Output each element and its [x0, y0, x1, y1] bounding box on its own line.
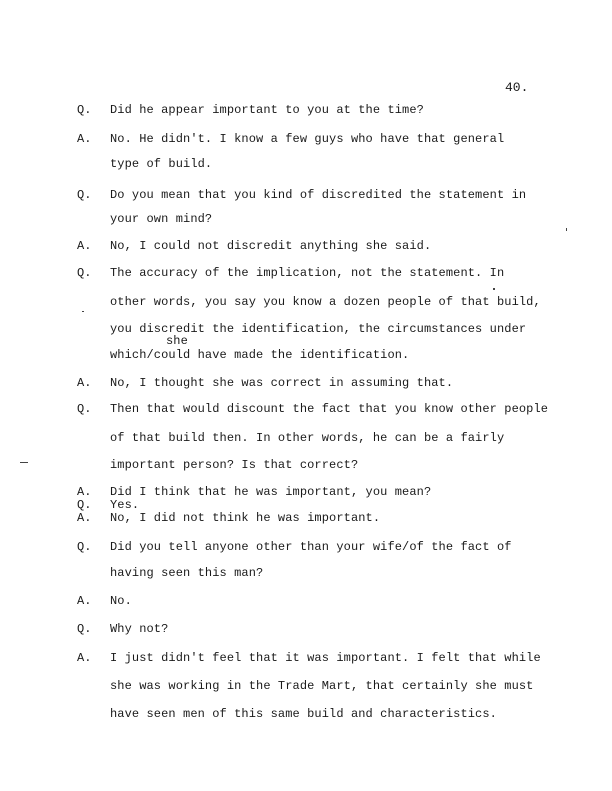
speaker-label: Q. — [77, 498, 92, 512]
transcript-line: Why not? — [110, 622, 169, 636]
scan-mark — [82, 311, 84, 312]
transcript-line: type of build. — [110, 157, 213, 171]
transcript-line: No, I thought she was correct in assuming that. — [110, 376, 454, 390]
speaker-label: A. — [77, 376, 92, 390]
transcript-line: she was working in the Trade Mart, that certainly she must — [110, 679, 534, 693]
speaker-label: A. — [77, 239, 92, 253]
page-number: 40. — [505, 80, 529, 95]
transcript-line: which/could have made the identification. — [110, 348, 410, 362]
speaker-label: Q. — [77, 103, 92, 117]
transcript-line: The accuracy of the implication, not the statement. In — [110, 266, 505, 280]
speaker-label: Q. — [77, 402, 92, 416]
scan-mark — [566, 228, 567, 231]
scan-mark — [493, 288, 495, 290]
transcript-line: I just didn't feel that it was important. I felt that while — [110, 651, 541, 665]
speaker-label: Q. — [77, 188, 92, 202]
transcript-line: having seen this man? — [110, 566, 264, 580]
transcript-line: of that build then. In other words, he can be a fairly — [110, 431, 505, 445]
speaker-label: Q. — [77, 266, 92, 280]
transcript-line: Do you mean that you kind of discredited the statement in — [110, 188, 527, 202]
speaker-label: A. — [77, 594, 92, 608]
scan-mark — [20, 462, 28, 463]
transcript-line: No. He didn't. I know a few guys who have that general — [110, 132, 505, 146]
speaker-label: A. — [77, 132, 92, 146]
transcript-line: Did you tell anyone other than your wife/of the fact of — [110, 540, 512, 554]
speaker-label: A. — [77, 651, 92, 665]
transcript-line: Did I think that he was important, you mean? — [110, 485, 432, 499]
interlinear-insertion: she — [166, 334, 188, 348]
transcript-line: important person? Is that correct? — [110, 458, 359, 472]
transcript-line: have seen men of this same build and characteristics. — [110, 707, 497, 721]
transcript-line: you discredit the identification, the circumstances under — [110, 322, 527, 336]
speaker-label: A. — [77, 511, 92, 525]
speaker-label: Q. — [77, 540, 92, 554]
transcript-line: Then that would discount the fact that you know other people — [110, 402, 549, 416]
transcript-line: your own mind? — [110, 212, 213, 226]
transcript-line: other words, you say you know a dozen people of that build, — [110, 295, 541, 309]
transcript-line: Did he appear important to you at the time? — [110, 103, 424, 117]
transcript-line: No, I could not discredit anything she said. — [110, 239, 432, 253]
transcript-line: No, I did not think he was important. — [110, 511, 381, 525]
transcript-line: Yes. — [110, 498, 140, 512]
speaker-label: Q. — [77, 622, 92, 636]
transcript-line: No. — [110, 594, 132, 608]
speaker-label: A. — [77, 485, 92, 499]
